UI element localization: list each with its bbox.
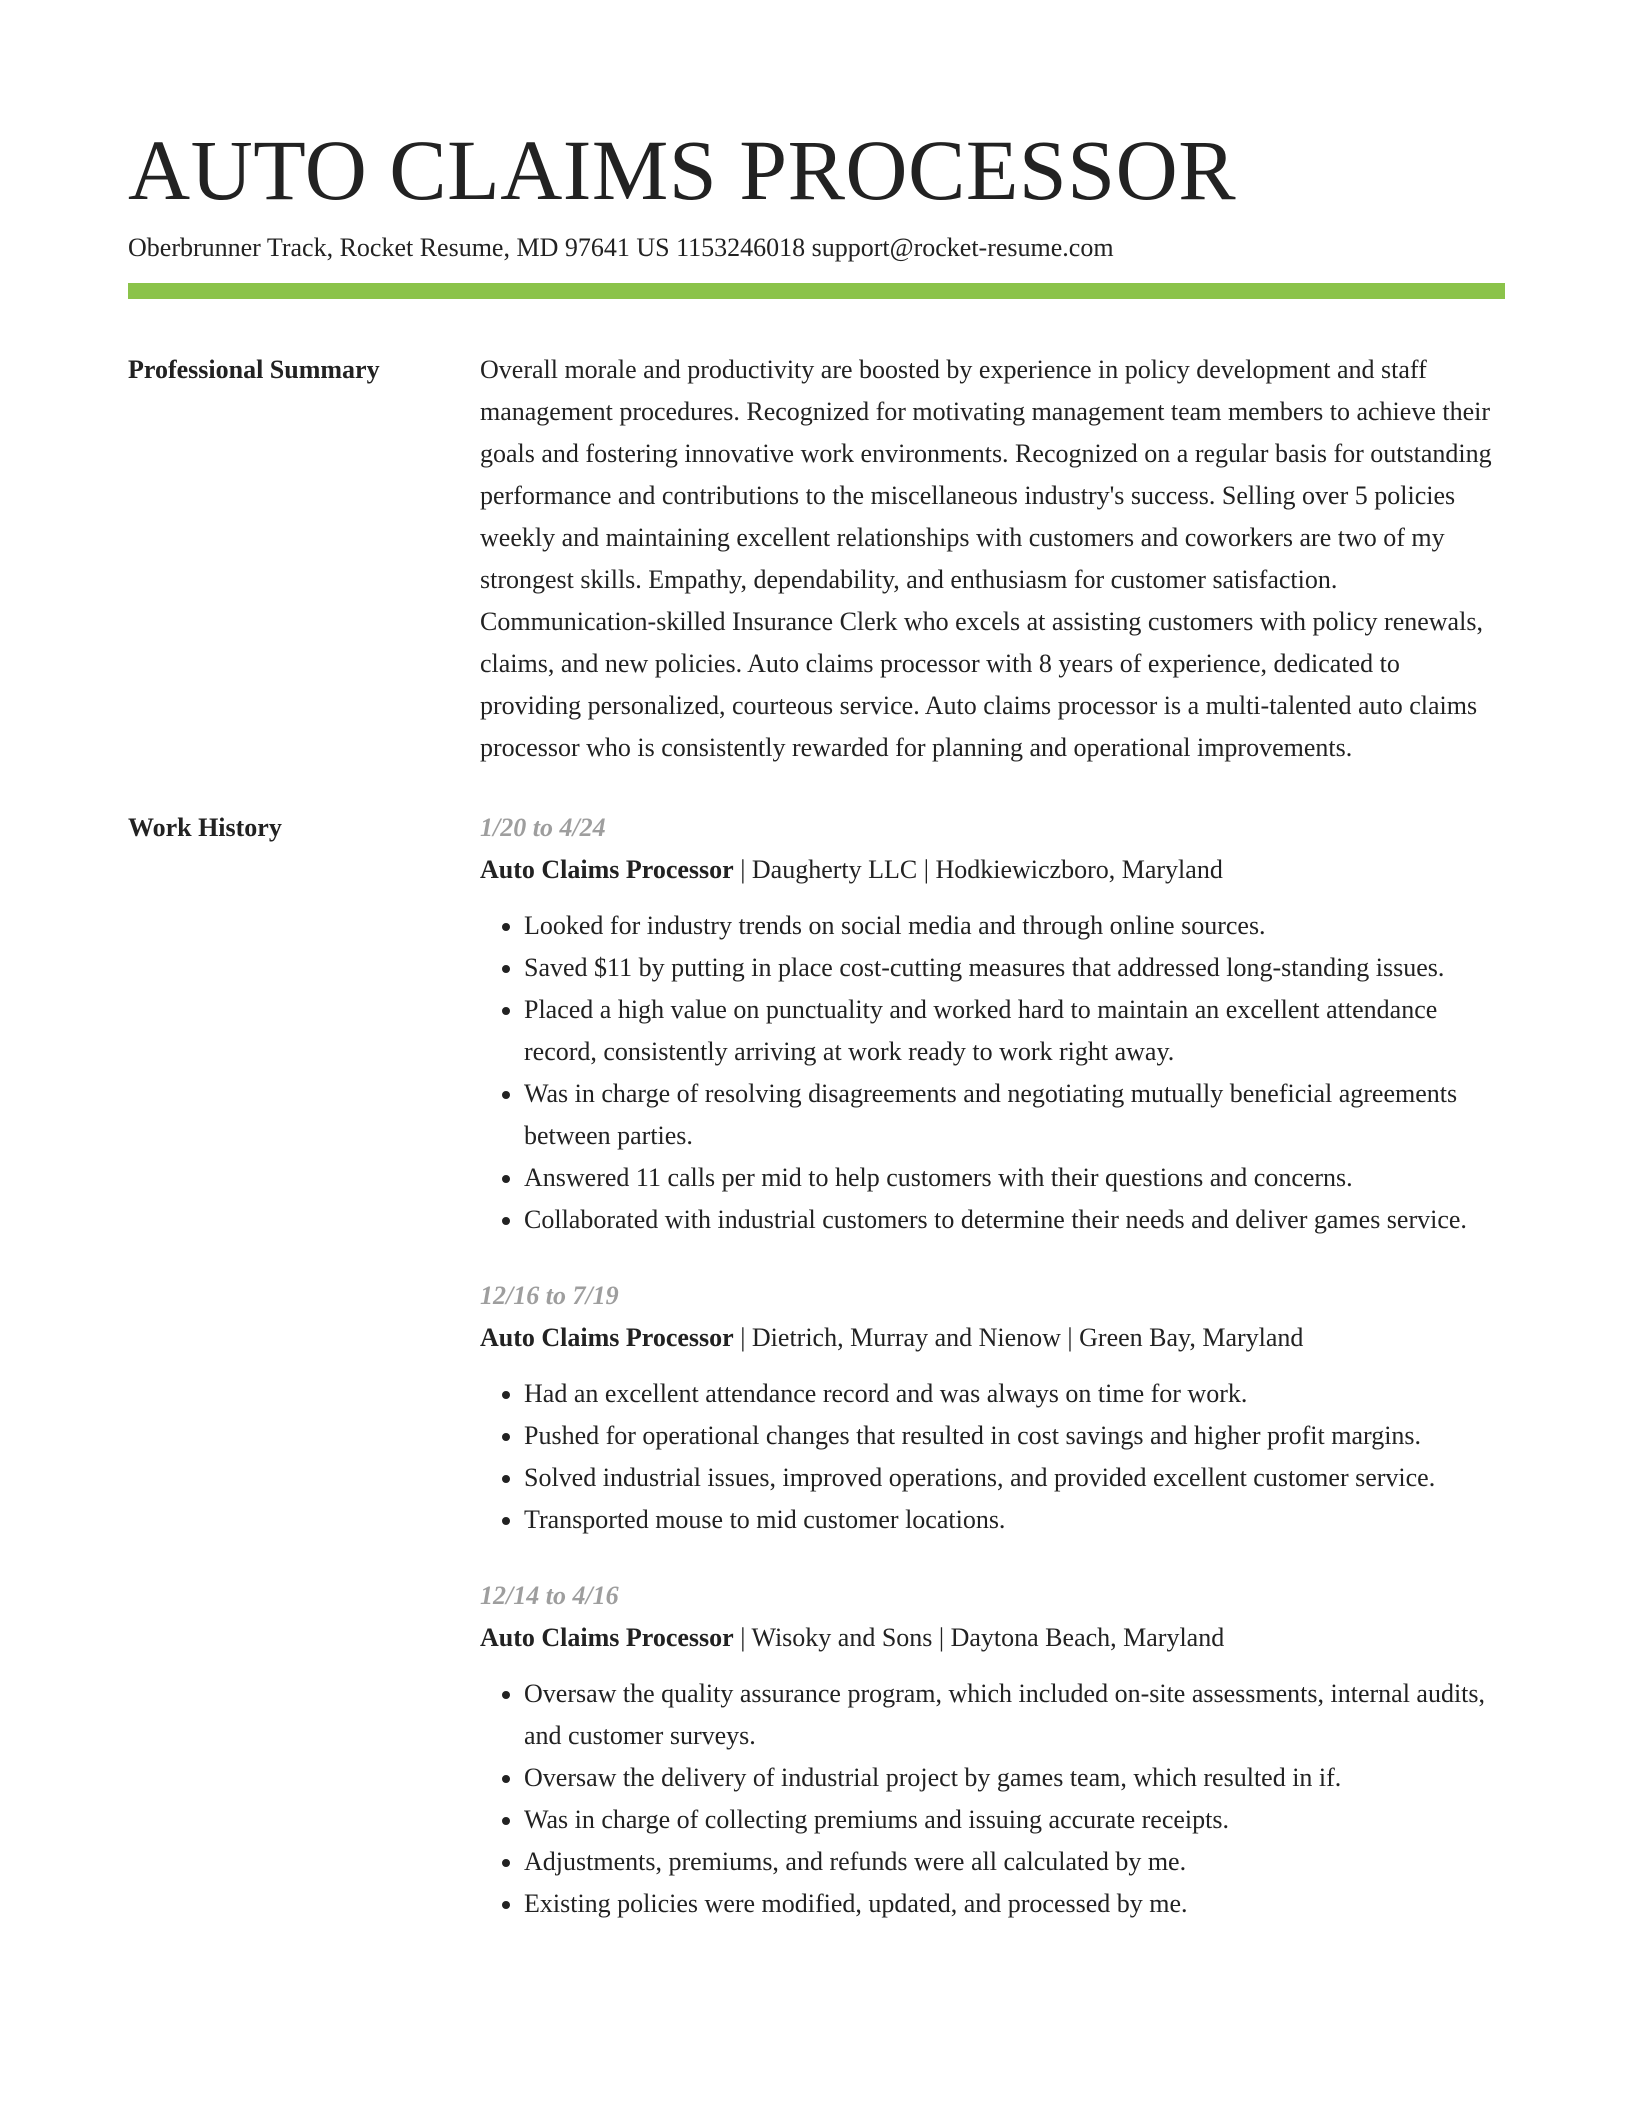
job-title: Auto Claims Processor — [480, 1323, 734, 1352]
job-bullet: • Saved $11 by putting in place cost-cutting measures that addressed long-standing issues. — [524, 947, 1505, 989]
job-bullet: • Placed a high value on punctuality and worked hard to maintain an excellent attendance record, consistently arriving at work ready to work right away. — [524, 989, 1505, 1073]
job-header — [480, 849, 1505, 891]
summary-text: Overall morale and productivity are boosted by experience in policy development and staff management procedures. Recognized for motivating management team members to achieve their goals and fostering innovative work environments. Recognized on a regular basis for outstanding performance and contributions to the miscellaneous industry's success. Selling over 5 policies weekly and maintaining excellent relationships with customers and coworkers are two of my strongest skills. Empathy, dependability, and enthusiasm for customer satisfaction. Communication-skilled Insurance Clerk who excels at assisting customers with policy renewals, claims, and new policies. Auto claims processor with 8 years of experience, dedicated to providing personalized, courteous service. Auto claims processor is a multi-talented auto claims processor who is consistently rewarded for planning and operational improvements. — [480, 355, 1492, 762]
job-title: Auto Claims Processor — [480, 1623, 734, 1652]
job-bullet: • Transported mouse to mid customer locations. — [524, 1499, 1505, 1541]
job-bullets — [480, 1673, 1505, 1925]
job-title: Auto Claims Processor — [480, 855, 734, 884]
job-bullet: • Collaborated with industrial customers to determine their needs and deliver games service. — [524, 1199, 1505, 1241]
job-dates: 12/14 to 4/16 — [480, 1581, 619, 1610]
job-bullet: • Pushed for operational changes that resulted in cost savings and higher profit margins. — [524, 1415, 1505, 1457]
job-details: | Dietrich, Murray and Nienow | Green Bay, Maryland — [733, 1323, 1304, 1352]
job-bullet: • Adjustments, premiums, and refunds were all calculated by me. — [524, 1841, 1505, 1883]
job-entry — [480, 1575, 1505, 1925]
job-bullet: • Looked for industry trends on social media and through online sources. — [524, 905, 1505, 947]
job-bullet: • Had an excellent attendance record and was always on time for work. — [524, 1373, 1505, 1415]
job-bullets — [480, 905, 1505, 1241]
work-history-heading: Work History — [128, 813, 282, 842]
job-details: | Daugherty LLC | Hodkiewiczboro, Maryland — [733, 855, 1223, 884]
job-bullets — [480, 1373, 1505, 1541]
job-dates: 1/20 to 4/24 — [480, 813, 606, 842]
job-bullet: • Oversaw the delivery of industrial project by games team, which resulted in if. — [524, 1757, 1505, 1799]
summary-section — [128, 349, 1505, 769]
resume-page — [128, 120, 1505, 1959]
job-bullet: • Oversaw the quality assurance program, which included on-site assessments, internal audits, and customer surveys. — [524, 1673, 1505, 1757]
job-header — [480, 1317, 1505, 1359]
job-dates: 12/16 to 7/19 — [480, 1281, 619, 1310]
job-bullet: • Answered 11 calls per mid to help customers with their questions and concerns. — [524, 1157, 1505, 1199]
accent-divider — [128, 283, 1505, 299]
job-entry — [480, 1275, 1505, 1541]
job-bullet: • Was in charge of collecting premiums and issuing accurate receipts. — [524, 1799, 1505, 1841]
resume-title: AUTO CLAIMS PROCESSOR — [128, 122, 1237, 218]
work-history-section — [128, 807, 1505, 1959]
job-bullet: • Was in charge of resolving disagreements and negotiating mutually beneficial agreements between parties. — [524, 1073, 1505, 1157]
job-entry — [480, 807, 1505, 1241]
job-details: | Wisoky and Sons | Daytona Beach, Maryland — [733, 1623, 1225, 1652]
summary-heading: Professional Summary — [128, 355, 380, 384]
job-header — [480, 1617, 1505, 1659]
job-bullet: • Solved industrial issues, improved operations, and provided excellent customer service. — [524, 1457, 1505, 1499]
job-bullet: • Existing policies were modified, updated, and processed by me. — [524, 1883, 1505, 1925]
contact-info: Oberbrunner Track, Rocket Resume, MD 97641 US 1153246018 support@rocket-resume.com — [128, 233, 1114, 262]
work-history-list — [480, 807, 1505, 1959]
